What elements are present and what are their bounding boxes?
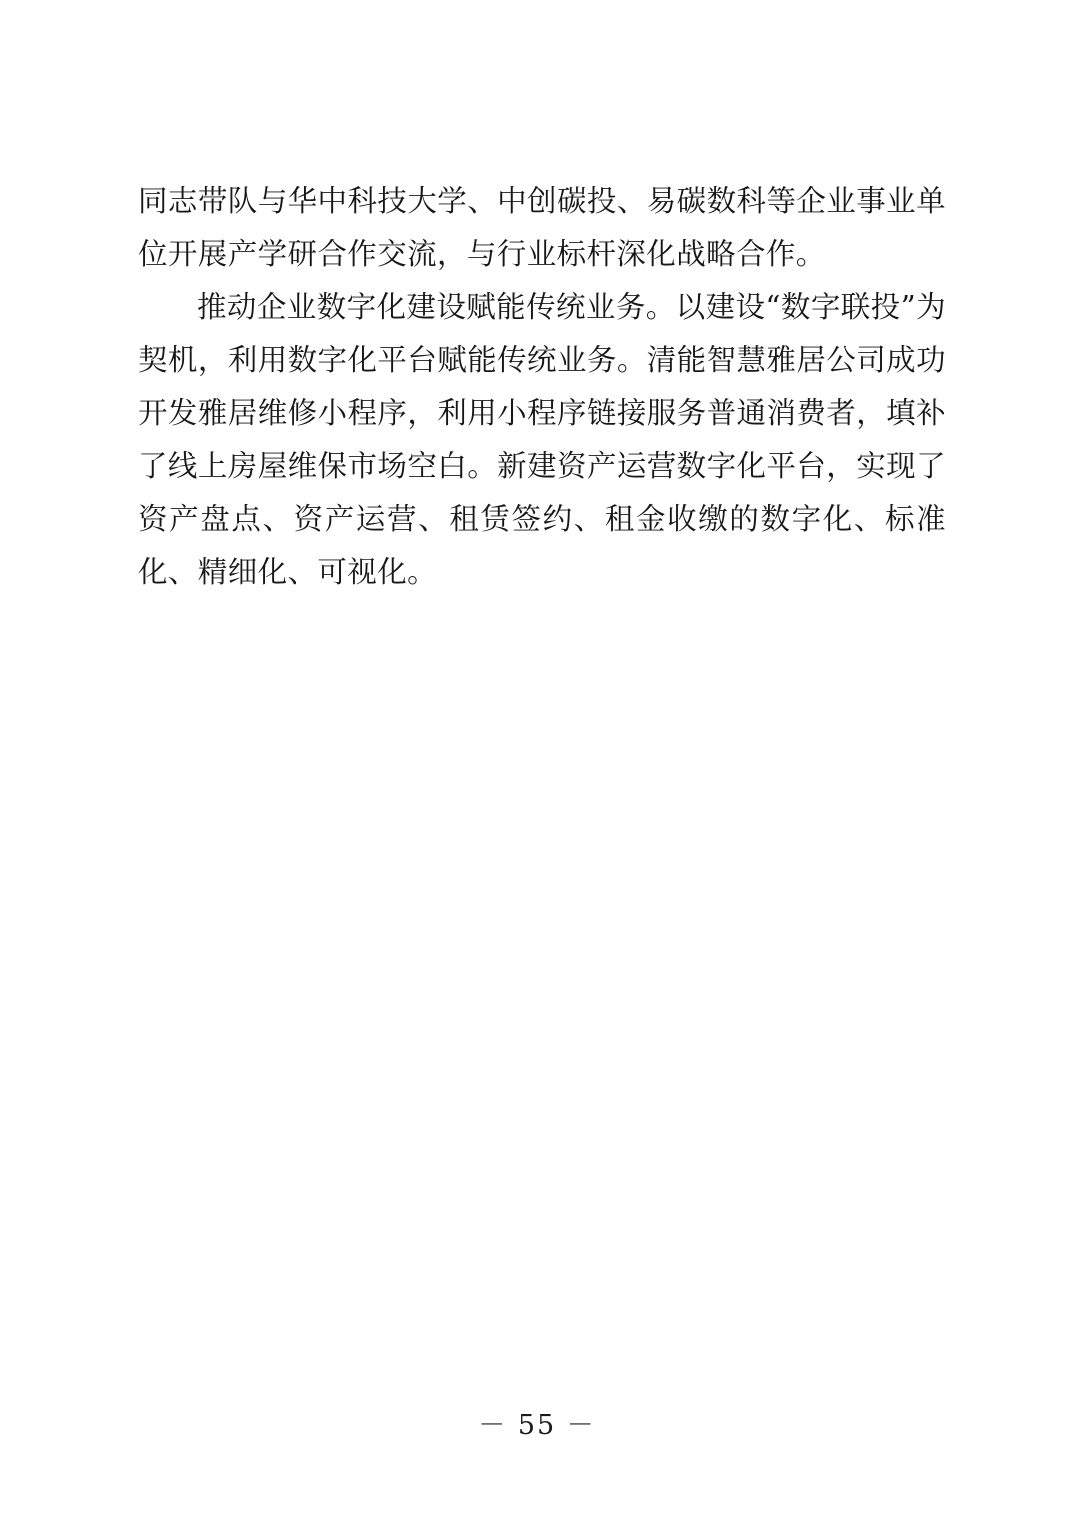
- page-number: － 55 －: [478, 1410, 596, 1441]
- paragraph-digital-transformation: 推动企业数字化建设赋能传统业务。以建设“数字联投”为契机，利用数字化平台赋能传统业务。清能智慧雅居公司成功开发雅居维修小程序，利用小程序链接服务普通消费者，填补了线上房屋维保市场空白。新建资产运营数字化平台，实现了资产盘点、资产运营、租赁签约、租金收缴的数字化、标准化、精细化、可视化。: [138, 290, 946, 589]
- paragraph-continued: 同志带队与华中科技大学、中创碳投、易碳数科等企业事业单位开展产学研合作交流，与行业标杆深化战略合作。: [138, 184, 946, 271]
- document-body: [138, 175, 946, 599]
- page-footer: [0, 1403, 1074, 1442]
